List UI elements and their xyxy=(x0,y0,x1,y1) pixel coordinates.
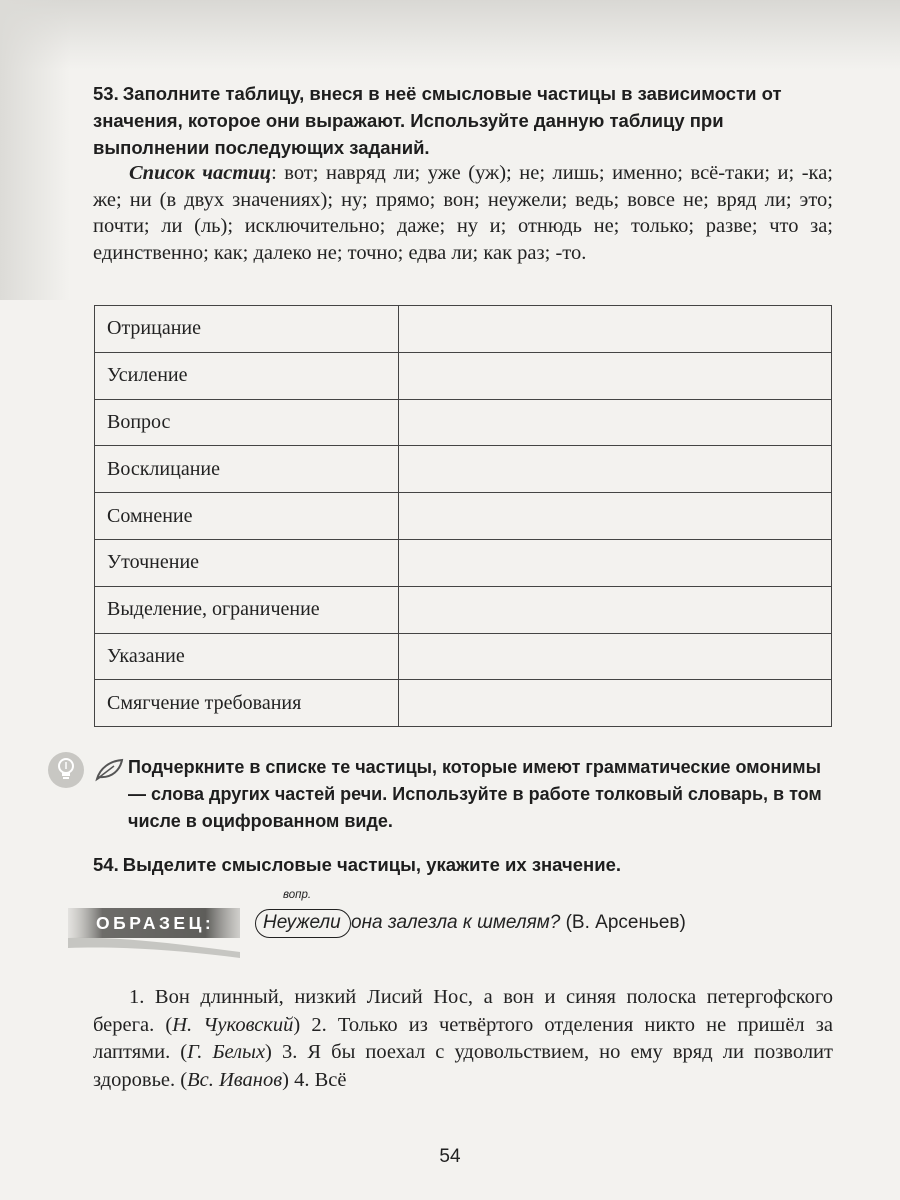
answer-cell[interactable] xyxy=(399,633,832,680)
table-row xyxy=(95,352,832,399)
particle-list-text: : вот; навряд ли; уже (уж); не; лишь; именно; всё-таки; и; -ка; же; ни (в двух значениях); ну; прямо; вон; неужели; ведь; вовсе не; вряд ли; это; почти; ли (ль); исключительно; даже; ну и; отнюдь не; только; разве; что за; единственно; как; далеко не; точно; едва ли; как раз; -то. xyxy=(93,162,833,264)
task-number: 53. xyxy=(93,83,119,104)
sample-sentence xyxy=(351,911,686,935)
answer-cell[interactable] xyxy=(399,493,832,540)
sample-meaning-tag: вопр. xyxy=(283,889,312,901)
answer-cell[interactable] xyxy=(399,446,832,493)
meaning-cell: Уточнение xyxy=(95,539,399,586)
page-side-shade xyxy=(0,0,70,300)
exercise-sentence: ) 2. Только из четвёртого отделения никто не пришёл за лаптями. ( xyxy=(93,1013,833,1063)
particle-list xyxy=(93,160,833,266)
page-number: 54 xyxy=(439,1146,461,1167)
meaning-cell: Усиление xyxy=(95,352,399,399)
particle-meaning-table xyxy=(94,305,832,727)
table-row xyxy=(95,306,832,353)
table-row xyxy=(95,493,832,540)
exercise-author: Вс. Иванов xyxy=(187,1068,283,1091)
answer-cell[interactable] xyxy=(399,306,832,353)
meaning-cell: Отрицание xyxy=(95,306,399,353)
exercise-text xyxy=(93,984,833,1094)
sample-sentence-text: она залезла к шмелям? xyxy=(351,912,561,933)
table-row xyxy=(95,446,832,493)
table-row xyxy=(95,633,832,680)
answer-cell[interactable] xyxy=(399,352,832,399)
answer-cell[interactable] xyxy=(399,680,832,727)
leaf-icon xyxy=(94,758,124,787)
meaning-cell: Вопрос xyxy=(95,399,399,446)
meaning-cell: Восклицание xyxy=(95,446,399,493)
table-row xyxy=(95,680,832,727)
hint-text: Подчеркните в списке те частицы, которые имеют грамматические омонимы — слова других частей речи. Используйте в работе толковый словарь, в том числе в оцифрованном виде. xyxy=(128,757,822,831)
meaning-cell: Выделение, ограничение xyxy=(95,586,399,633)
answer-cell[interactable] xyxy=(399,586,832,633)
meaning-cell: Сомнение xyxy=(95,493,399,540)
table-row xyxy=(95,539,832,586)
task-number: 54. xyxy=(93,854,119,875)
sample-author: (В. Арсеньев) xyxy=(565,912,686,933)
sample-label: ОБРАЗЕЦ: xyxy=(96,913,215,933)
answer-cell[interactable] xyxy=(399,539,832,586)
meaning-cell: Указание xyxy=(95,633,399,680)
exercise-sentence: 1. Вон длинный, низкий Лисий Нос, а вон и синяя полоска петергофского берега. ( xyxy=(93,986,833,1036)
meaning-cell: Смягчение требования xyxy=(95,680,399,727)
exercise-sentence: ) 3. Я бы поехал с удовольствием, но ему вряд ли позволит здоровье. ( xyxy=(93,1041,833,1091)
task-title: Заполните таблицу, внеся в неё смысловые частицы в зависимости от значения, которое они выражают. Используйте данную таблицу при выполнении последующих заданий. xyxy=(93,83,782,158)
exercise-sentence: ) 4. Всё xyxy=(282,1068,347,1091)
task-54-heading xyxy=(93,851,833,878)
task-53-heading xyxy=(93,80,833,161)
sample-circled-particle: Неужели xyxy=(255,909,351,938)
answer-cell[interactable] xyxy=(399,399,832,446)
task-title: Выделите смысловые частицы, укажите их значение. xyxy=(122,854,622,875)
exercise-author: Г. Белых xyxy=(187,1041,266,1063)
table-row xyxy=(95,399,832,446)
particle-list-label: Список частиц xyxy=(129,162,272,184)
page-top-band xyxy=(0,0,900,70)
lightbulb-icon xyxy=(48,752,84,788)
exercise-author: Н. Чуковский xyxy=(172,1013,294,1036)
table-row xyxy=(95,586,832,633)
